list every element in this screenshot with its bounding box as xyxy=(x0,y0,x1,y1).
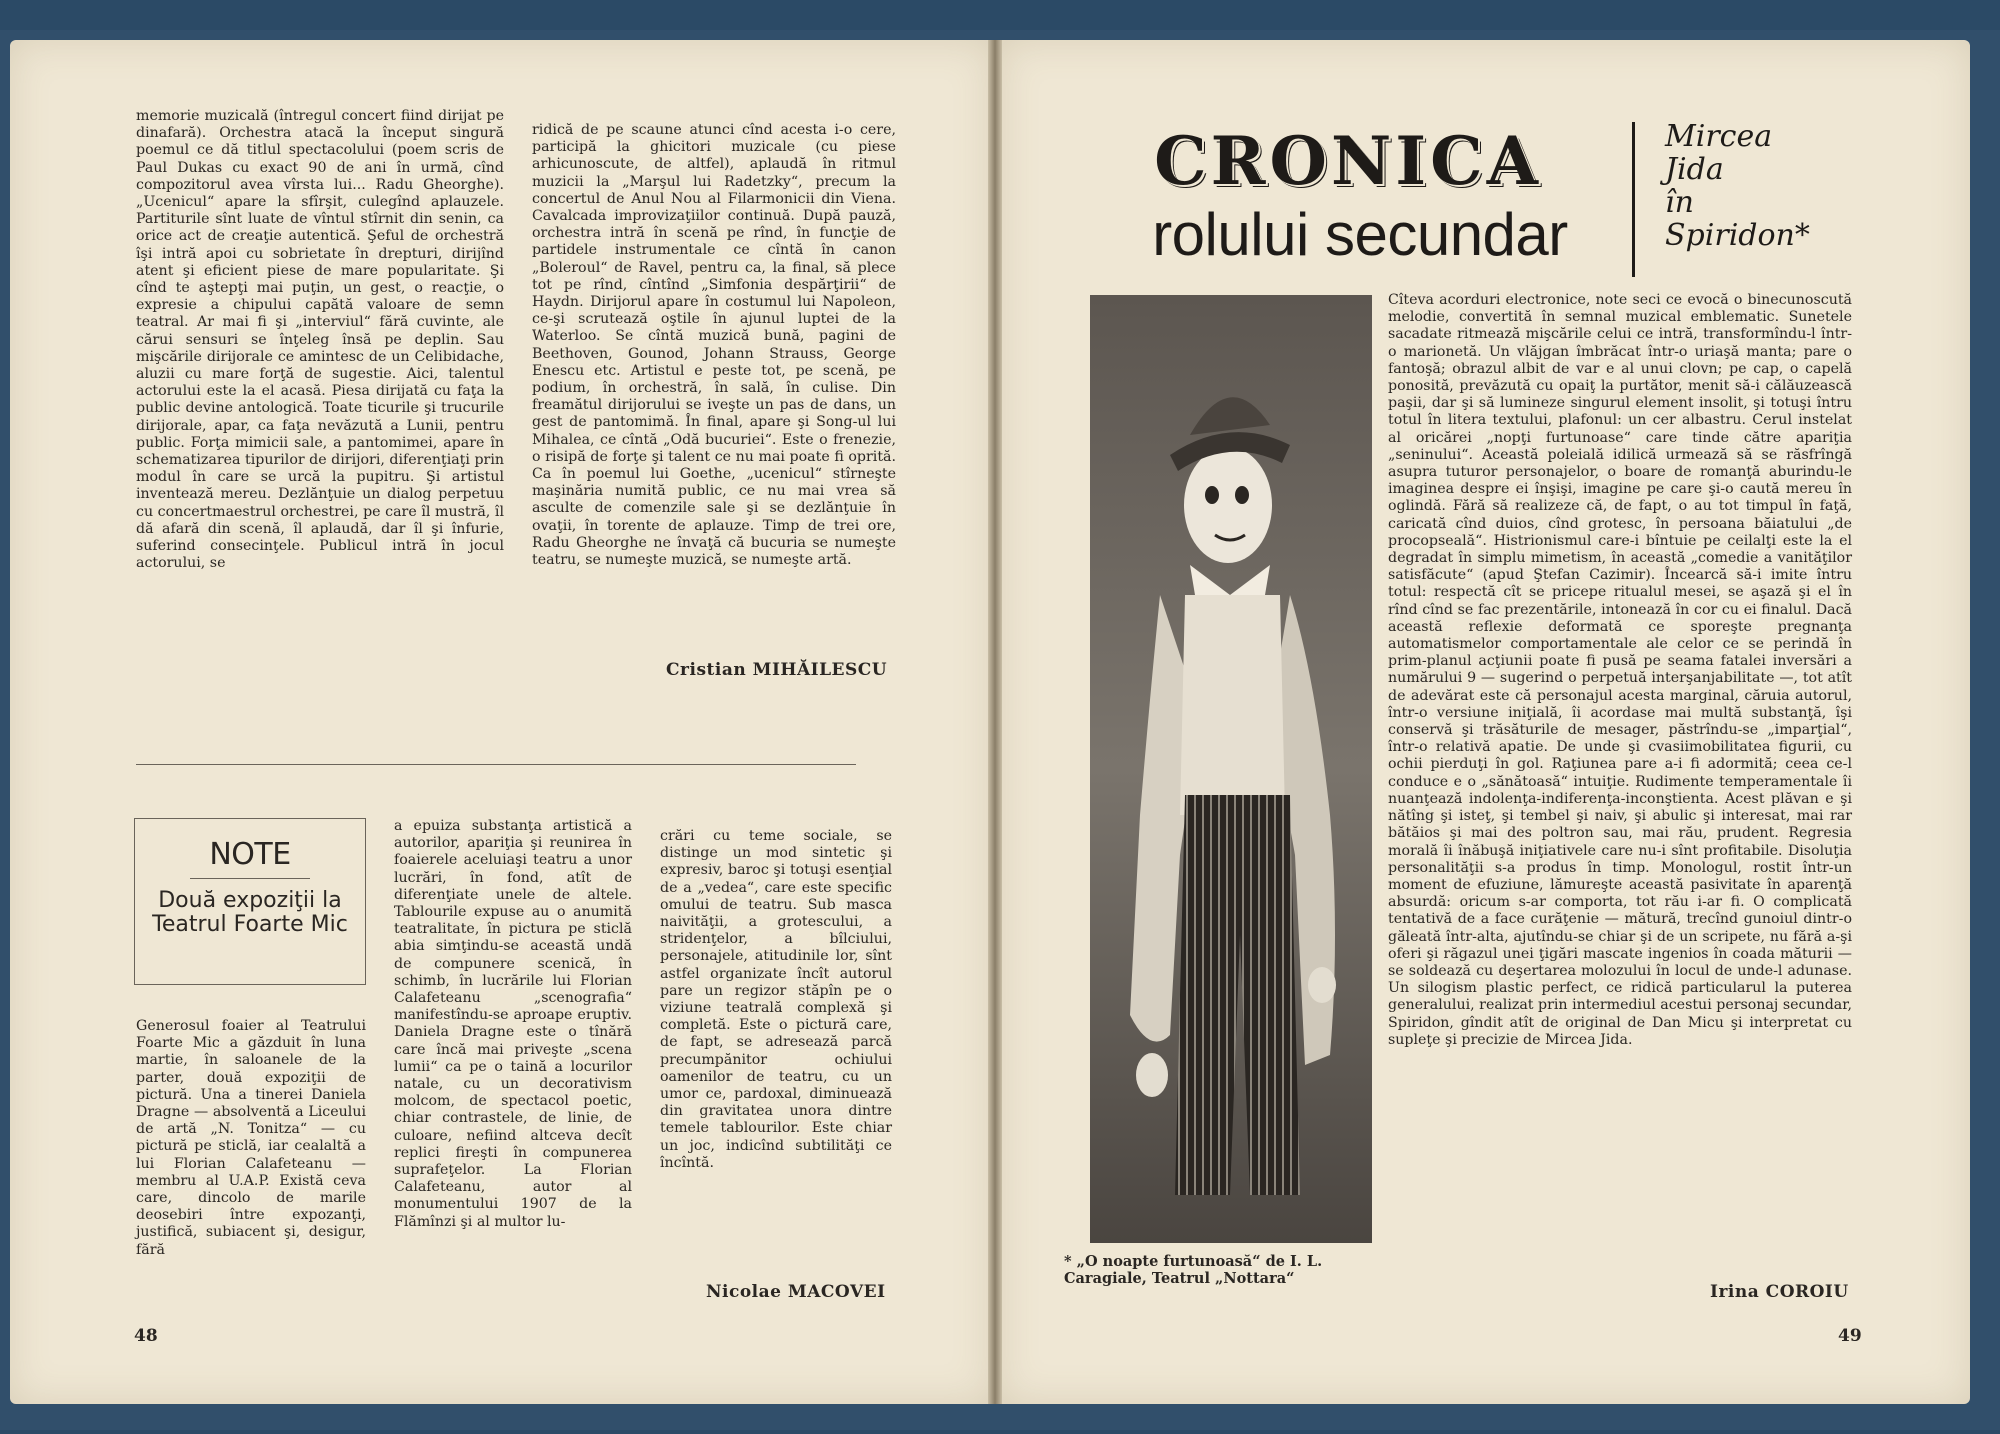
column-text: Cîteva acorduri electronice, note seci ce evocă o binecunoscută melodie, convertită în semnal muzical emblematic. Sunetele sacadate ritmează mişcările celui ce intră, transformîndu-l într-o marionetă. Un vlăjgan îmbrăcat într-o uriaşă manta; pare o fantoşă; obrazul albit de var e al unui clovn; pe cap, o capelă ponosită, prevăzută cu opaiţ la purtător, menit să-i călăuzească paşii, dar şi să lumineze singurul element insolit, şi totuşi întru totul în litera textului, plafonul: un cer albastru. Cerul instelat al oricărei „nopţi furtunoase“ care tinde către apariţia „seninului“. Această poleială idilică urmează să se răsfrîngă asupra tuturor personajelor, o boare de romanţă aburindu-le imaginea despre ei înşişi, imagine pe care şi-o caută mereu în oglindă. Fără să realizeze că, de fapt, o au tot timpul în faţă, caricată cînd duios, cînd grotesc, în persoana băiatului „de procopseală“. Histrionismul care-i bîntuie pe ceilalţi este la el degradat în simplu mimetism, în această „comedie a vanităţilor satisfăcute“ (apud Ştefan Cazimir). Încearcă să-i imite întru totul: respectă cît se pricepe ritualul mesei, se aşază şi el în rînd cînd se fac prezentările, intonează în cor cu ei finalul. Dacă această reflexie deformată ce sporeşte pregnanţa automatismelor comportamentale ale celor ce se perindă în prim-planul acţiunii poate fi pusă pe seama fatalei inversări a numărului 9 — sugerind o perpetuă interşanjabilitate —, tot atît de adevărat este că personajul acesta marginal, căruia autorul, într-o versiune iniţială, îi acordase mai multă substanţă, îşi conservă şi trăsăturile de mesager, păstrîndu-se „imparţial“, într-o relativă apatie. De unde şi cvasiimobilitatea figurii, cu ochii pierduţi în gol. Raţiunea pare a-i fi adormită; ceea ce-l conduce e o „sănătoasă“ intuiţie. Rudimente temperamentale îi nuanţează indolenţa-indiferenţa-inconştienta. Acest plăvan e şi nătîng şi isteţ, şi tembel şi naiv, şi abulic şi interesat, mai rar bătăios şi mai des poltron sau, mai rău, prudent. Regresia morală îi înăbuşă iniţiativele care nu-i sînt profitabile. Disoluţia personalităţii s-a produs în timp. Monologul, rostit într-un moment de efuziune, lămureşte această pasivitate în aparenţă absurdă: oricum s-ar comporta, tot rău i-ar fi. O complicată tentativă de a face curăţenie — mătură, trecînd gunoiul dintr-o găleată într-alta, ajutîndu-se chiar şi de un scripete, nu fără a-şi oferi şi răgazul unei ţigări mascate ingenios în coada măturii — se soldează cu deşertarea molozului în locul de unde-l adunase. Un silogism plastic perfect, ce ridică particularul la puterea generalului, realizat prin intermediul acestui personaj secundar, Spiridon, gîndit atît de original de Dan Micu şi interpretat cu supleţe şi precizie de Mircea Jida. xyxy=(1388,292,1852,1048)
actor-photo xyxy=(1090,295,1372,1243)
headline: CRONICA xyxy=(1154,122,1542,200)
page-number: 48 xyxy=(134,1326,158,1346)
notes-title: NOTE xyxy=(209,837,291,872)
book-gutter xyxy=(988,40,1002,1404)
notes-subtitle: Două expoziţii la Teatrul Foarte Mic xyxy=(152,888,348,937)
section-divider xyxy=(136,764,856,765)
byline-line: Jida xyxy=(1665,152,1724,187)
notes-divider xyxy=(190,878,310,879)
photo-caption: * „O noapte furtunoasă“ de I. L. Caragiale, Teatrul „Nottara“ xyxy=(1064,1253,1323,1287)
column-text: Generosul foaier al Teatrului Foarte Mic a găzduit în luna martie, în saloanele de la parter, două expoziţii de pictură. Una a tinerei Daniela Dragne — absolventă a Liceului de artă „N. Tonitza“ — cu pictură pe sticlă, iar cealaltă a lui Florian Calafeteanu — membru al U.A.P. Există ceva care, dincolo de marile deosebiri între expozanţi, justifică, subiacent şi, desigur, fără xyxy=(136,1018,366,1258)
notes-box xyxy=(134,818,366,985)
headline-subtitle: rolului secundar xyxy=(1152,201,1568,268)
byline-line: Spiridon* xyxy=(1665,218,1810,253)
notes-column-1 xyxy=(136,1018,366,1259)
author-signature: Nicolae MACOVEI xyxy=(706,1282,886,1302)
column-text: memorie muzicală (întregul concert fiind dirijat pe dinafară). Orchestra atacă la început singură poemul ce dă titlul spectacolului (poem scris de Paul Dukas cu exact 90 de ani în urmă, cînd compozitorul avea vîrsta lui... Radu Gheorghe). „Ucenicul“ apare la sfîrşit, culegînd aplauzele. Partiturile sînt luate de vîntul stîrnit din senin, ca orice act de creaţie autentică. Şeful de orchestră îşi intră apoi cu sobrietate în drepturi, dirijînd atent şi eficient piese de mare popularitate. Şi cînd te aştepţi mai puţin, un gest, o reacţie, o expresie a chipului capătă valoare de semn teatral. Ar mai fi şi „interviul“ fără cuvinte, ale cărui sensuri se înţeleg însă pe deplin. Sau mişcările dirijorale ce amintesc de un Celibidache, aluzii cu mare forţă de sugestie. Aici, talentul actorului este la el acasă. Piesa dirijată cu faţa la public devine antologică. Toate ticurile şi trucurile dirijorale, apar, ca faţa nevăzută a Lunii, pentru public. Forţa mimicii sale, a pantomimei, apare în schematizarea tipurilor de dirijori, diferenţiaţi prin modul în care se urcă la pupitru. Şi artistul inventează mereu. Dezlănţuie un dialog perpetuu cu concertmaestrul orchestrei, pe care îl mustră, îl dă afară din scenă, îl aplaudă, dar îl şi înfurie, suferind consecinţele. Publicul intră în jocul actorului, se xyxy=(136,108,504,572)
author-signature: Irina COROIU xyxy=(1710,1282,1849,1302)
column-text: crări cu teme sociale, se distinge un mod sintetic şi expresiv, baroc şi totuşi esenţial de a „vedea“, care este specific omului de teatru. Sub masca naivităţii, a grotescului, a stridenţelor, a bîlciului, personajele, atitudinile lor, sînt astfel organizate încît autorul pare un regizor stăpîn pe o viziune teatrală complexă şi completă. Este o pictură care, de fapt, se adresează parcă precumpănitor ochiului oamenilor de teatru, cu un umor ce, pardoxal, diminuează din gravitatea unora dintre temele tablourilor. Este chiar un joc, indicînd subtilităţi ce încîntă. xyxy=(660,828,892,1171)
byline-line: în xyxy=(1665,185,1694,220)
headline-divider xyxy=(1632,122,1635,277)
page-number: 49 xyxy=(1838,1326,1862,1346)
column-text: ridică de pe scaune atunci cînd acesta i-o cere, participă la ghicitori muzicale (cu piese arhicunoscute, de altfel), aplaudă în ritmul muzicii la „Marşul lui Radetzky“, precum la concertul de Anul Nou al Filarmonicii din Viena. Cavalcada improvizaţiilor continuă. După pauză, orchestra intră în scenă pe rînd, în funcţie de partidele instrumentale ce cîntă în canon „Boleroul“ de Ravel, pentru ca, la final, să plece tot pe rînd, cîntînd „Simfonia despărţirii“ de Haydn. Dirijorul apare în costumul lui Napoleon, ce-şi scrutează oştile în ajunul luptei de la Waterloo. Se cîntă muzică bună, pagini de Beethoven, Gounod, Johann Strauss, George Enescu etc. Artistul e peste tot, pe scenă, pe podium, în orchestră, în sală, în culise. Din freamătul dirijorului se iveşte un pas de dans, un gest de pantomimă. În final, apare şi Song-ul lui Mihalea, ce cîntă „Odă bucuriei“. Este o frenezie, o risipă de forţe şi talent ce nu mai poate fi oprită. Ca în poemul lui Goethe, „ucenicul“ stîrneşte maşinăria numită public, ce nu mai vrea să asculte de comenzile sale şi se dezlănţuie în ovaţii, în torente de aplauze. Timp de trei ore, Radu Gheorghe ne învaţă că bucuria se numeşte teatru, se numeşte muzică, se numeşte artă. xyxy=(532,122,896,569)
author-signature: Cristian MIHĂILESCU xyxy=(666,660,888,680)
byline-line: Mircea xyxy=(1665,119,1773,154)
column-text: a epuiza substanţa artistică a autorilor, apariţia şi reunirea în foaierele aceluiaşi teatru a unor lucrări, în fond, atît de diferenţiate unele de altele. Tablourile expuse au o anumită teatralitate, în pictura pe sticlă abia simţindu-se această undă de compunere scenică, în schimb, în lucrările lui Florian Calafeteanu „scenografia“ manifestîndu-se aproape eruptiv. Daniela Dragne este o tînără care încă mai priveşte „scena lumii“ ca pe o taină a locurilor natale, cu un decorativism molcom, de spectacol poetic, chiar contrastele, de linie, de culoare, nefiind altceva decît replici fireşti în compunerea suprafeţelor. La Florian Calafeteanu, autor al monumentului 1907 de la Flămînzi şi al multor lu- xyxy=(394,818,632,1230)
review-subject xyxy=(1665,120,1810,252)
article-column-2 xyxy=(532,122,896,569)
article-column-1 xyxy=(136,108,504,572)
review-body xyxy=(1388,292,1852,1049)
notes-column-2 xyxy=(394,818,632,1231)
notes-column-3 xyxy=(660,828,892,1172)
